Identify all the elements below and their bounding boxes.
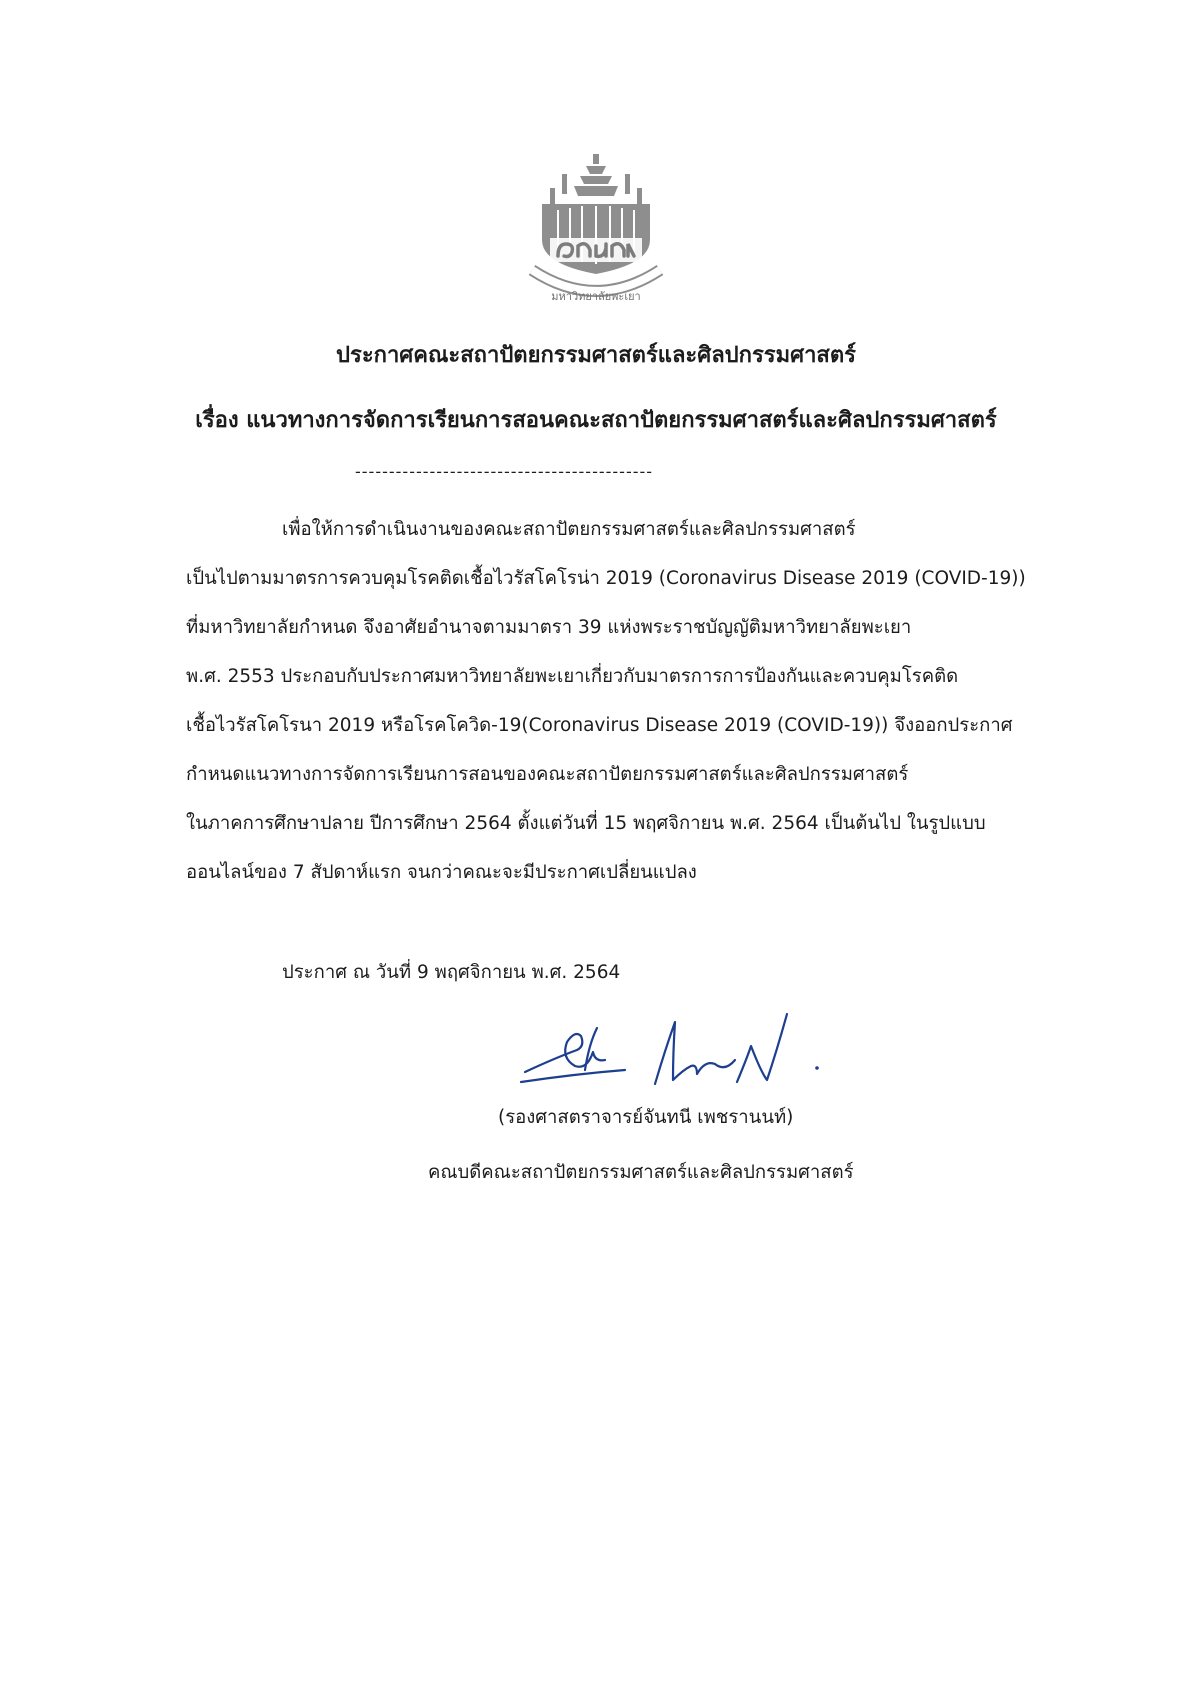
body-line: ในภาคการศึกษาปลาย ปีการศึกษา 2564 ตั้งแต่วันที่ 15 พฤศจิกายน พ.ศ. 2564 เป็นต้นไป ในรูปแบบ bbox=[186, 813, 986, 834]
announcement-date: ประกาศ ณ วันที่ 9 พฤศจิกายน พ.ศ. 2564 bbox=[282, 962, 621, 983]
announcement-subject: เรื่อง แนวทางการจัดการเรียนการสอนคณะสถาปัตยกรรมศาสตร์และศิลปกรรมศาสตร์ bbox=[195, 408, 997, 433]
body-line: ที่มหาวิทยาลัยกำหนด จึงอาศัยอำนาจตามมาตรา 39 แห่งพระราชบัญญัติมหาวิทยาลัยพะเยา bbox=[186, 617, 912, 638]
body-line: กำหนดแนวทางการจัดการเรียนการสอนของคณะสถาปัตยกรรมศาสตร์และศิลปกรรมศาสตร์ bbox=[186, 764, 909, 785]
body-line: ออนไลน์ของ 7 สัปดาห์แรก จนกว่าคณะจะมีประกาศเปลี่ยนแปลง bbox=[186, 862, 697, 883]
body-line: เชื้อไวรัสโคโรนา 2019 หรือโรคโควิด-19(Coronavirus Disease 2019 (COVID-19)) จึงออกประกาศ bbox=[186, 715, 1013, 736]
body-line: เพื่อให้การดำเนินงานของคณะสถาปัตยกรรมศาสตร์และศิลปกรรมศาสตร์ bbox=[282, 519, 856, 540]
signature bbox=[515, 1000, 845, 1095]
body-line: เป็นไปตามมาตรการควบคุมโรคติดเชื้อไวรัสโคโรน่า 2019 (Coronavirus Disease 2019 (COVID-19)) bbox=[186, 568, 1026, 589]
signer-position: คณบดีคณะสถาปัตยกรรมศาสตร์และศิลปกรรมศาสตร์ bbox=[428, 1162, 854, 1183]
announcement-title: ประกาศคณะสถาปัตยกรรมศาสตร์และศิลปกรรมศาสตร์ bbox=[336, 343, 856, 368]
separator-line: -------------------------------------------- bbox=[355, 462, 654, 481]
body-line: พ.ศ. 2553 ประกอบกับประกาศมหาวิทยาลัยพะเยาเกี่ยวกับมาตรการการป้องกันและควบคุมโรคติด bbox=[186, 666, 959, 687]
university-logo bbox=[528, 152, 664, 312]
signer-name: (รองศาสตราจารย์จันทนี เพชรานนท์) bbox=[498, 1107, 794, 1128]
logo-ribbon-text: มหาวิทยาลัยพะเยา bbox=[551, 290, 641, 303]
